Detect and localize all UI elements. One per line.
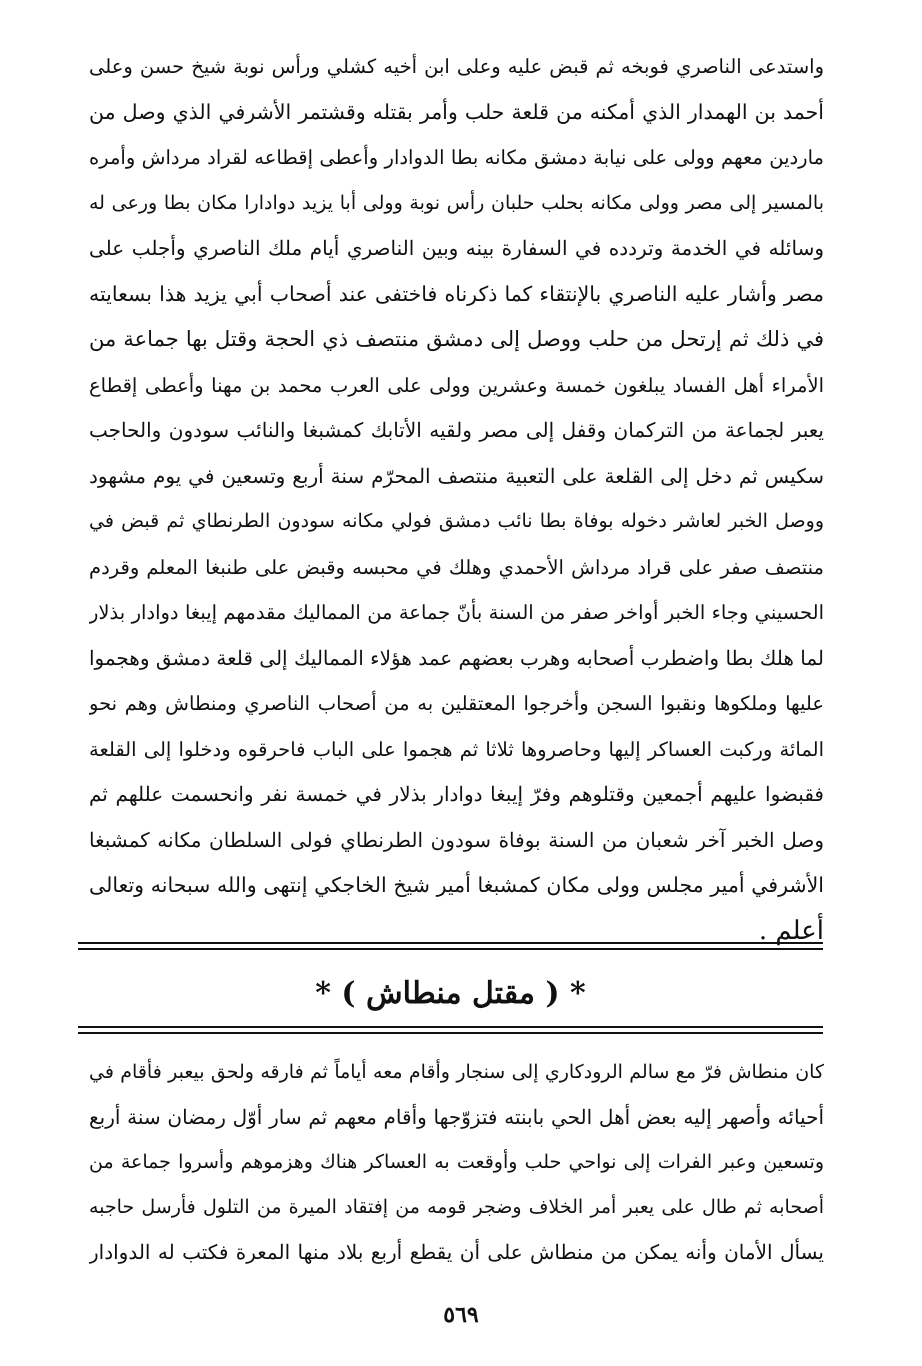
text-line: وتسعين وعبر الفرات إلى نواحي حلب وأوقعت به العساكر هناك وهزموهم وأسروا جماعة من: [89, 1151, 824, 1173]
section-heading: * ( مقتل منطاش ) *: [315, 976, 586, 1011]
text-line: أصحابه ثم طال على يعبر أمر الخلاف وضجر قومه من إفتقاد الميرة من التلول فأرسل حاجبه: [89, 1196, 824, 1218]
text-line: كان منطاش فرّ مع سالم الرودكاري إلى سنجار وأقام معه أياماً ثم فارقه ولحق بيعبر فأقام في: [89, 1061, 824, 1083]
text-line-final: أعلم .: [758, 915, 824, 946]
text-line: الأمراء أهل الفساد يبلغون خمسة وعشرين وولى على العرب محمد بن مهنا وأعطى إقطاع: [89, 373, 824, 397]
text-line: يعبر لجماعة من التركمان وقفل إلى مصر ولقيه الأتابك كمشبغا والنائب سودون والحاجب: [89, 418, 824, 442]
lower-paragraph: [89, 1050, 824, 1275]
text-line: سكيس ثم دخل إلى القلعة على التعبية منتصف المحرّم سنة أربع وتسعين في يوم مشهود: [89, 463, 824, 488]
text-line: منتصف صفر على قراد مرداش الأحمدي وهلك في محبسه وقبض على طنبغا المعلم وقردم: [89, 555, 824, 579]
text-line: الحسيني وجاء الخبر أواخر صفر من السنة بأنّ جماعة من المماليك مقدمهم إيبغا دوادار بذلار: [89, 601, 824, 624]
text-line: فقبضوا عليهم أجمعين وقتلوهم وفرّ إيبغا دوادار بذلار في خمسة نفر وانحسمت عللهم ثم: [89, 782, 824, 806]
text-line: وصل الخبر آخر شعبان من السنة بوفاة سودون الطرنطاي فولى السلطان مكانه كمشبغا: [89, 827, 824, 852]
text-line: المائة وركبت العساكر إليها وحاصروها ثلاثا ثم هجموا على الباب فاحرقوه ودخلوا إلى القلعة: [89, 737, 824, 761]
text-line: مصر وأشار عليه الناصري بالإنتقاء كما ذكرناه فاختفى عند أصحاب أبي يزيد هذا بسعايته: [89, 281, 824, 306]
text-line: في ذلك ثم إرتحل من حلب ووصل إلى دمشق منتصف ذي الحجة وقتل بها جماعة من: [89, 327, 824, 351]
divider-rule-bottom-2: [78, 1032, 823, 1034]
text-line: ووصل الخبر لعاشر دخوله بوفاة بطا نائب دمشق فولي مكانه سودون الطرنطاي ثم قبض في: [89, 510, 824, 532]
text-line: وسائله في الخدمة وتردده في السفارة بينه وبين الناصري أيام ملك الناصري وأجلب على: [89, 236, 824, 260]
divider-rule-top-1: [78, 942, 823, 944]
text-line: ماردين معهم وولى على نيابة دمشق مكانه بطا الدوادار وأعطى إقطاعه لقراد مرداش وأمره: [89, 146, 824, 169]
text-line: أحيائه وأصهر إليه بعض أهل الحي بابنته فتزوّجها وأقام معهم ثم سار أوّل رمضان سنة أربع: [89, 1105, 824, 1129]
text-line: عليها وملكوها ونقبوا السجن وأخرجوا المعتقلين به من أصحاب الناصري ومنطاش وهم نحو: [89, 692, 824, 715]
divider-rule-top-2: [78, 948, 823, 950]
text-line: واستدعى الناصري فوبخه ثم قبض عليه وعلى ابن أخيه كشلي ورأس نوبة شيخ حسن وعلى: [89, 55, 824, 78]
upper-paragraph: [89, 44, 824, 954]
page-number: ٥٦٩: [443, 1302, 479, 1328]
text-line: لما هلك بطا واضطرب أصحابه وهرب بعضهم عمد هؤلاء المماليك إلى قلعة دمشق وهجموا: [89, 645, 824, 670]
divider-rule-bottom-1: [78, 1026, 823, 1028]
text-line: بالمسير إلى مصر وولى مكانه بحلب حلبان رأس نوبة وولى أبا يزيد دوادارا مكان بطا ورعى له: [89, 191, 824, 214]
text-line: يسأل الأمان وأنه يمكن من منطاش على أن يقطع أربع بلاد منها المعرة فكتب له الدوادار: [89, 1240, 824, 1264]
text-line: الأشرفي أمير مجلس وولى مكان كمشبغا أمير شيخ الخاجكي إنتهى والله سبحانه وتعالى: [89, 873, 824, 897]
text-line: أحمد بن الهمدار الذي أمكنه من قلعة حلب وأمر بقتله وقشتمر الأشرفي الذي وصل من: [89, 99, 824, 124]
